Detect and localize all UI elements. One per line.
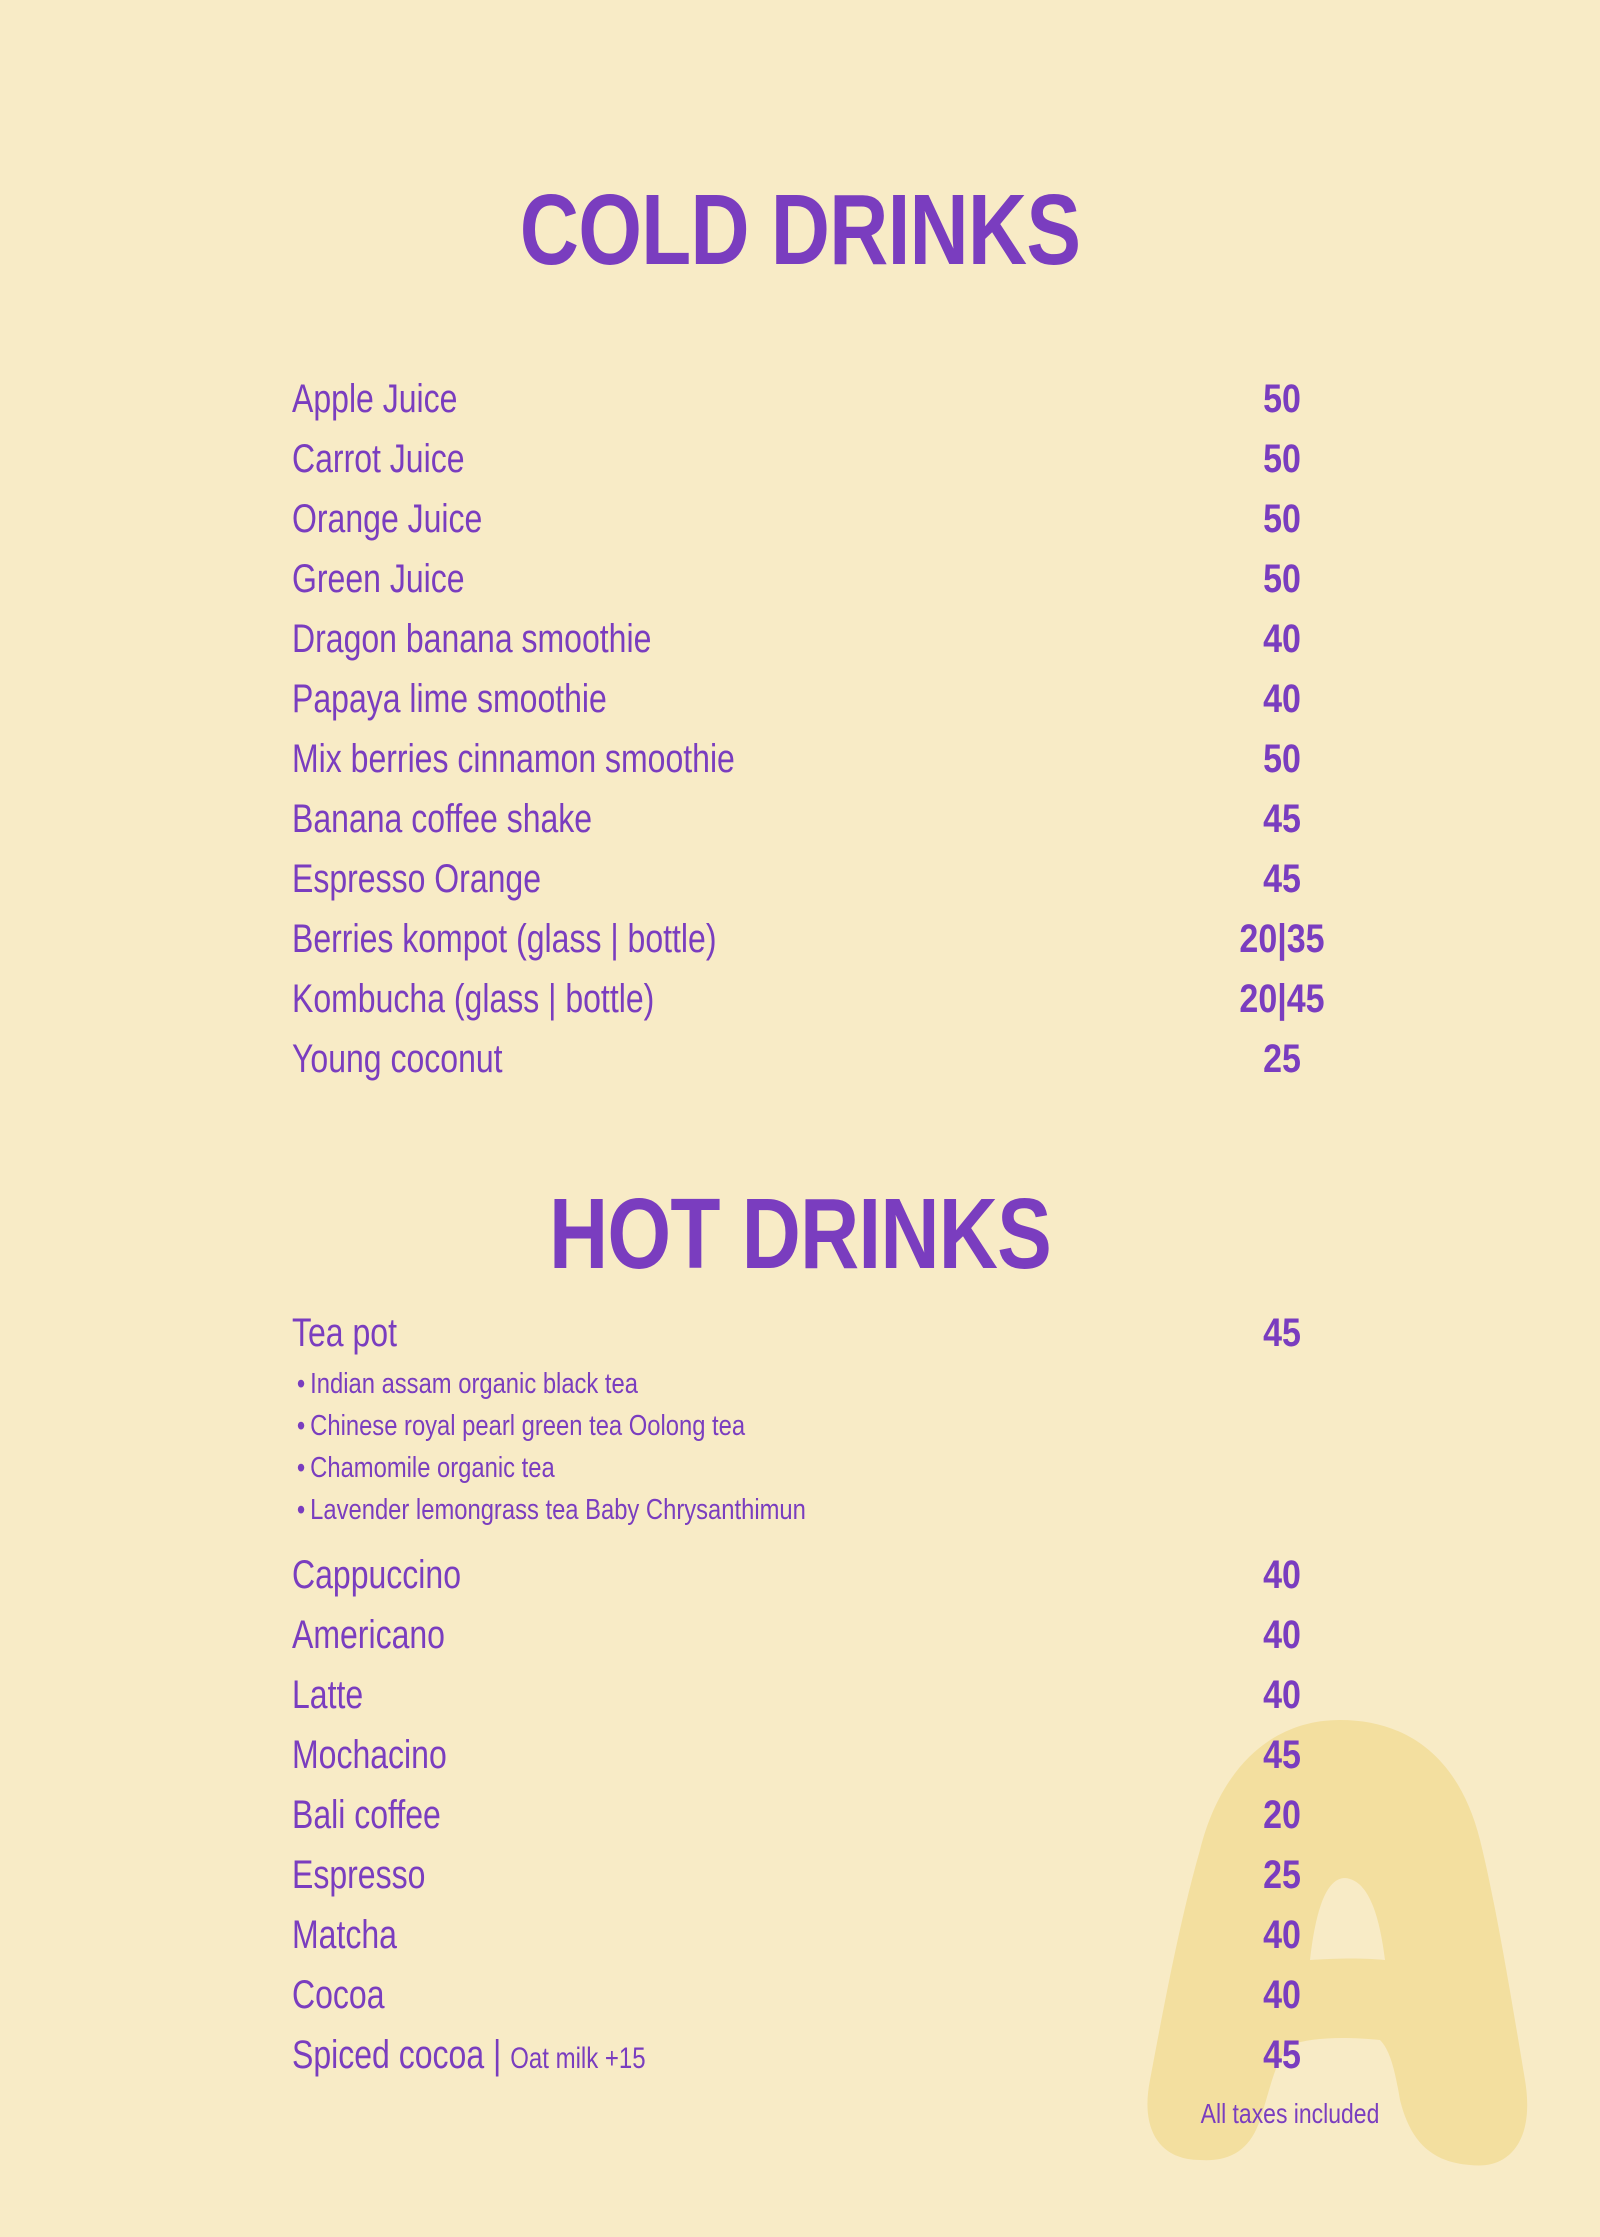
item-price: 25 <box>1263 1853 1301 1897</box>
menu-item <box>292 669 1342 729</box>
item-price: 40 <box>1263 1913 1301 1957</box>
item-name: Matcha <box>292 1913 397 1957</box>
item-price: 20|45 <box>1239 977 1325 1021</box>
item-name: Mochacino <box>292 1733 447 1777</box>
menu-item <box>292 1725 1342 1785</box>
menu-item <box>292 489 1342 549</box>
item-name: Espresso <box>292 1853 426 1897</box>
menu-item <box>292 789 1342 849</box>
bullet-icon: • <box>296 1410 306 1442</box>
hot-drinks-title: HOT DRINKS <box>548 1178 1052 1290</box>
menu-item <box>292 909 1342 969</box>
tea-option <box>292 1447 1153 1489</box>
item-name: Latte <box>292 1673 364 1717</box>
menu-item <box>292 369 1342 429</box>
tea-option <box>292 1489 1153 1531</box>
menu-item <box>292 1785 1342 1845</box>
item-name: Carrot Juice <box>292 437 465 481</box>
tea-option-label: Chinese royal pearl green tea Oolong tea <box>310 1410 746 1442</box>
item-price: 50 <box>1263 497 1301 541</box>
cold-drinks-title: COLD DRINKS <box>519 174 1081 286</box>
menu-item <box>292 969 1342 1029</box>
item-price: 40 <box>1263 617 1301 661</box>
item-note: Oat milk +15 <box>510 2042 646 2075</box>
item-price: 40 <box>1263 1673 1301 1717</box>
menu-item <box>292 2025 1342 2085</box>
item-name: Orange Juice <box>292 497 483 541</box>
item-name: Cappuccino <box>292 1553 461 1597</box>
item-name: Espresso Orange <box>292 857 542 901</box>
tea-option-label: Chamomile organic tea <box>310 1452 555 1484</box>
hot-drinks-list <box>292 1303 1342 2085</box>
item-price: 40 <box>1263 1973 1301 2017</box>
menu-item <box>292 429 1342 489</box>
menu-item <box>292 729 1342 789</box>
item-price: 40 <box>1263 677 1301 721</box>
item-name-label: Spiced cocoa | <box>292 2033 502 2077</box>
item-price: 50 <box>1263 377 1301 421</box>
tea-option-label: Lavender lemongrass tea Baby Chrysanthimun <box>310 1494 806 1526</box>
tea-option <box>292 1405 1153 1447</box>
item-price: 45 <box>1263 797 1301 841</box>
item-price: 45 <box>1263 1311 1301 1355</box>
menu-item <box>292 609 1342 669</box>
item-name: Dragon banana smoothie <box>292 617 652 661</box>
bullet-icon: • <box>296 1452 306 1484</box>
menu-item <box>292 1905 1342 1965</box>
item-price: 45 <box>1263 857 1301 901</box>
item-price: 45 <box>1263 1733 1301 1777</box>
bullet-icon: • <box>296 1368 306 1400</box>
tax-note: All taxes included <box>1200 2098 1380 2129</box>
item-price: 50 <box>1263 737 1301 781</box>
item-price: 50 <box>1263 557 1301 601</box>
item-name: Americano <box>292 1613 445 1657</box>
menu-item <box>292 849 1342 909</box>
item-name: Berries kompot (glass | bottle) <box>292 917 717 961</box>
item-name: Tea pot <box>292 1311 397 1355</box>
item-price: 25 <box>1263 1037 1301 1081</box>
menu-item <box>292 1029 1342 1089</box>
item-name: Papaya lime smoothie <box>292 677 607 721</box>
item-price: 50 <box>1263 437 1301 481</box>
cold-drinks-list <box>292 369 1342 1089</box>
item-price: 20 <box>1263 1793 1301 1837</box>
item-name: Apple Juice <box>292 377 458 421</box>
menu-item <box>292 1845 1342 1905</box>
item-price: 45 <box>1263 2033 1301 2077</box>
menu-item <box>292 549 1342 609</box>
tea-option-label: Indian assam organic black tea <box>310 1368 639 1400</box>
tea-option <box>292 1363 1153 1405</box>
menu-item <box>292 1965 1342 2025</box>
bullet-icon: • <box>296 1494 306 1526</box>
menu-item-tea-pot <box>292 1303 1342 1363</box>
item-name: Kombucha (glass | bottle) <box>292 977 655 1021</box>
item-price: 20|35 <box>1239 917 1325 961</box>
item-name: Mix berries cinnamon smoothie <box>292 737 735 781</box>
menu-item <box>292 1605 1342 1665</box>
item-name: Cocoa <box>292 1973 385 2017</box>
menu-item <box>292 1665 1342 1725</box>
item-price: 40 <box>1263 1553 1301 1597</box>
item-price: 40 <box>1263 1613 1301 1657</box>
item-name: Banana coffee shake <box>292 797 593 841</box>
item-name: Young coconut <box>292 1037 503 1081</box>
item-name: Bali coffee <box>292 1793 441 1837</box>
menu-item <box>292 1545 1342 1605</box>
item-name: Green Juice <box>292 557 465 601</box>
tea-options-list <box>292 1363 1342 1531</box>
item-name <box>292 2025 646 2089</box>
